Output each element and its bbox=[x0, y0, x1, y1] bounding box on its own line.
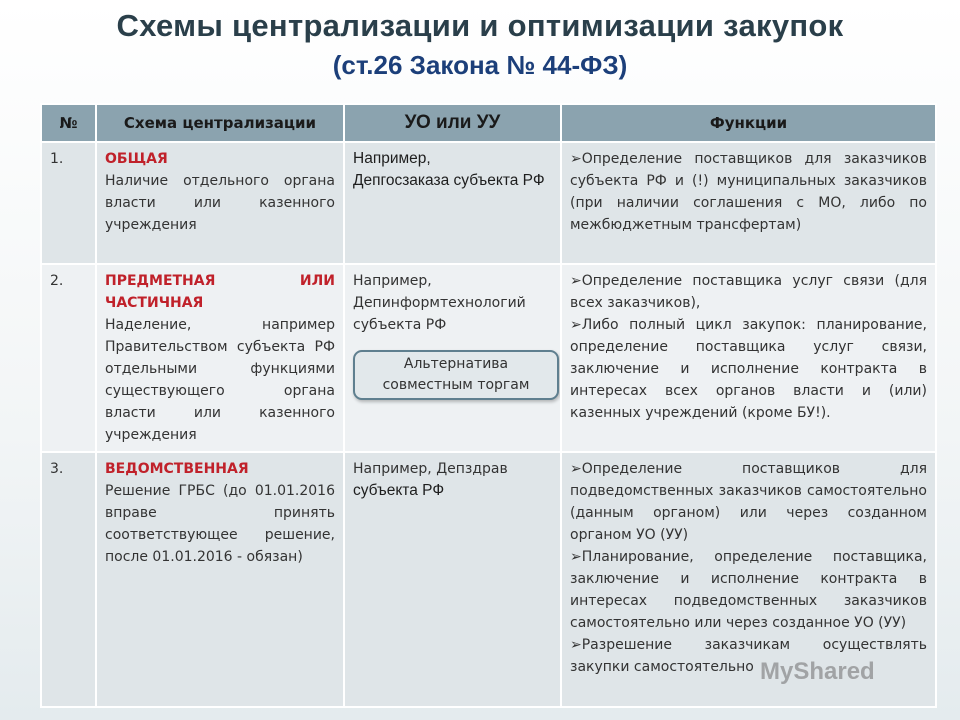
row-number: 3. bbox=[41, 452, 96, 707]
uo-prefix: Например, Депздрав bbox=[353, 461, 508, 477]
uo-cell bbox=[344, 142, 561, 264]
uo-text: Депгосзаказа субъекта РФ bbox=[353, 172, 545, 189]
table-row bbox=[41, 142, 936, 264]
scheme-description: Решение ГРБС (до 01.01.2016 вправе принять соответствующее решение, после 01.01.2016 - обязан) bbox=[105, 483, 335, 565]
function-item: ➢Либо полный цикл закупок: планирование, определение поставщика услуг связи, заключение и исполнение контракта в интересах всех органов власти и (или) казенных учреждений (кроме БУ!). bbox=[570, 317, 927, 421]
functions-cell bbox=[561, 452, 936, 707]
row-number: 1. bbox=[41, 142, 96, 264]
table-row bbox=[41, 264, 936, 452]
uo-text: субъекта РФ bbox=[353, 482, 445, 499]
alternative-box: Альтернатива совместным торгам bbox=[353, 350, 559, 400]
function-item: ➢Определение поставщика услуг связи (для всех заказчиков), bbox=[570, 273, 927, 311]
table-header-row bbox=[41, 104, 936, 142]
row-number: 2. bbox=[41, 264, 96, 452]
function-item: ➢Определение поставщиков для подведомственных заказчиков самостоятельно (данным органом) или через созданном органом УО (УУ) bbox=[570, 461, 927, 543]
function-item: ➢Определение поставщиков для заказчиков субъекта РФ и (!) муниципальных заказчиков (при наличии соглашения с МО, либо по межбюджетным трансфертам) bbox=[570, 151, 927, 233]
scheme-title: ОБЩАЯ bbox=[105, 151, 168, 167]
page-subtitle: (ст.26 Закона № 44-ФЗ) bbox=[332, 50, 628, 80]
scheme-title: ВЕДОМСТВЕННАЯ bbox=[105, 461, 249, 477]
function-item: ➢Разрешение заказчикам осуществлять закупки самостоятельно bbox=[570, 637, 927, 675]
header-functions: Функции bbox=[561, 104, 936, 142]
scheme-title: ПРЕДМЕТНАЯ ИЛИ ЧАСТИЧНАЯ bbox=[105, 273, 335, 311]
functions-cell bbox=[561, 142, 936, 264]
watermark: MyShared bbox=[760, 658, 875, 685]
scheme-description: Наличие отдельного органа власти или казенного учреждения bbox=[105, 173, 335, 233]
uo-cell bbox=[344, 452, 561, 707]
uo-cell bbox=[344, 264, 561, 452]
header-num: № bbox=[41, 104, 96, 142]
uo-prefix: Например, bbox=[353, 150, 431, 167]
page-title: Схемы централизации и оптимизации закупок bbox=[116, 8, 844, 43]
scheme-cell bbox=[96, 264, 344, 452]
scheme-cell bbox=[96, 142, 344, 264]
scheme-cell bbox=[96, 452, 344, 707]
scheme-description: Наделение, например Правительством субъекта РФ отдельными функциями существующего органа власти или казенного учреждения bbox=[105, 317, 335, 443]
function-item: ➢Планирование, определение поставщика, заключение и исполнение контракта в интересах подведомственных заказчиков самостоятельно или через созданное УО (УУ) bbox=[570, 549, 927, 631]
centralization-table bbox=[40, 103, 937, 708]
header-uo: УО или УУ bbox=[344, 104, 561, 142]
header-scheme: Схема централизации bbox=[96, 104, 344, 142]
uo-text: Депинформтехнологий субъекта РФ bbox=[353, 295, 526, 333]
uo-prefix: Например, bbox=[353, 273, 432, 289]
functions-cell bbox=[561, 264, 936, 452]
